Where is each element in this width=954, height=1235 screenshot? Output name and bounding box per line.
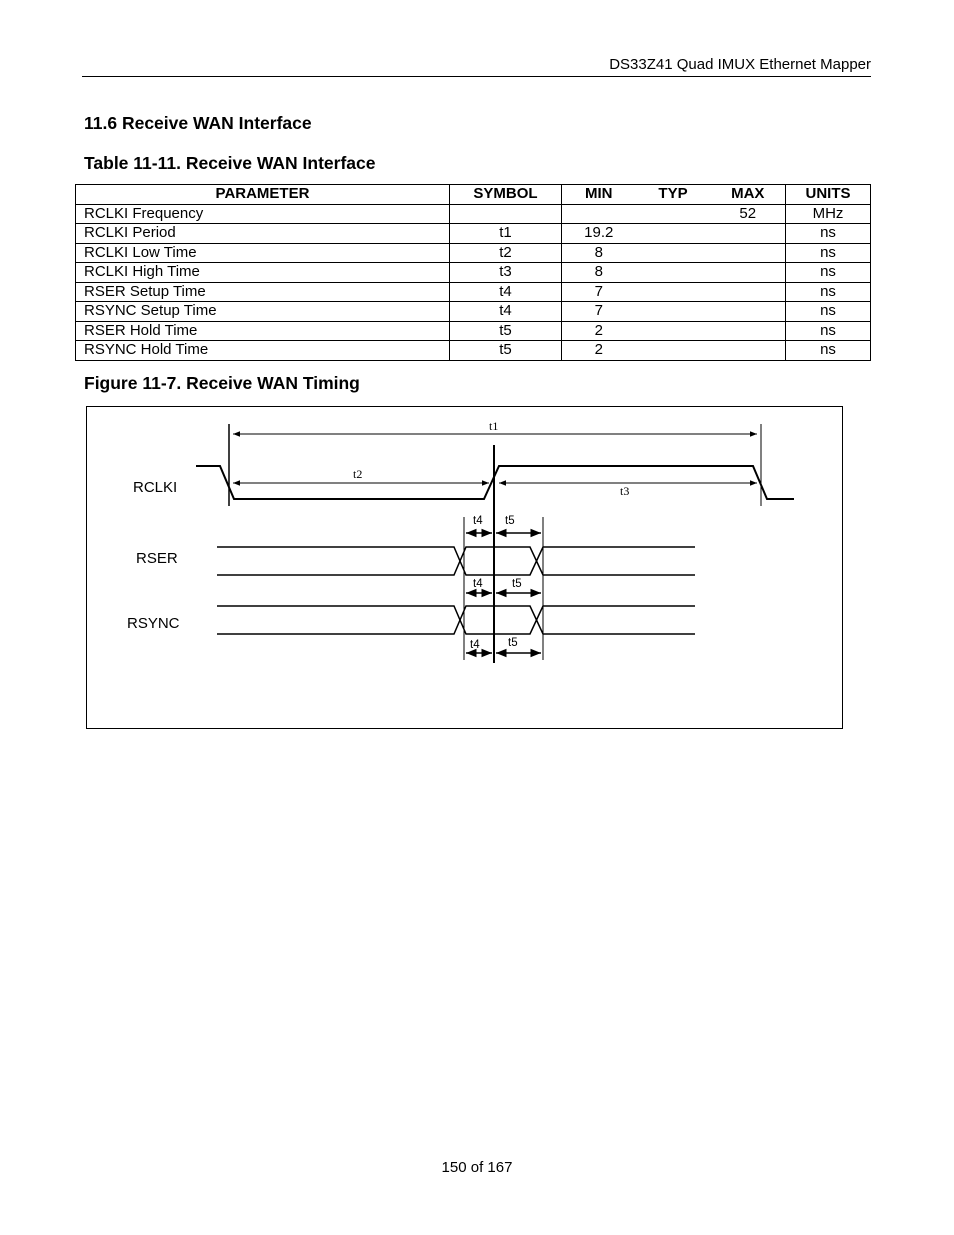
rsync-waveform (217, 606, 695, 634)
t4-middle-label: t4 (473, 578, 483, 590)
cell-max (711, 224, 786, 244)
cell-min: 2 (562, 341, 636, 361)
cell-parameter: RSER Setup Time (76, 282, 450, 302)
column-header-typ: TYP (636, 185, 711, 205)
cell-min: 19.2 (562, 224, 636, 244)
cell-units: ns (786, 341, 871, 361)
column-header-min: MIN (562, 185, 636, 205)
timing-diagram (86, 406, 843, 729)
cell-symbol: t4 (450, 282, 562, 302)
cell-max (711, 341, 786, 361)
t4-bottom-label: t4 (470, 639, 480, 651)
cell-parameter: RCLKI Low Time (76, 243, 450, 263)
cell-min: 7 (562, 282, 636, 302)
page-header (82, 54, 871, 77)
cell-symbol: t4 (450, 302, 562, 322)
cell-units: MHz (786, 204, 871, 224)
table-row (76, 243, 871, 263)
table-caption: Table 11-11. Receive WAN Interface (84, 153, 376, 173)
table-row (76, 204, 871, 224)
t3-label: t3 (620, 484, 630, 498)
t4-top-label: t4 (473, 515, 483, 527)
cell-typ (636, 224, 711, 244)
cell-parameter: RSYNC Setup Time (76, 302, 450, 322)
cell-max (711, 243, 786, 263)
cell-min: 8 (562, 263, 636, 283)
cell-min: 2 (562, 321, 636, 341)
figure-caption: Figure 11-7. Receive WAN Timing (84, 373, 360, 393)
cell-max (711, 263, 786, 283)
cell-symbol: t1 (450, 224, 562, 244)
cell-symbol (450, 204, 562, 224)
table-row (76, 263, 871, 283)
cell-symbol: t5 (450, 321, 562, 341)
cell-min: 8 (562, 243, 636, 263)
table-row (76, 224, 871, 244)
cell-typ (636, 302, 711, 322)
cell-parameter: RSYNC Hold Time (76, 341, 450, 361)
table-header-row (76, 185, 871, 205)
cell-units: ns (786, 302, 871, 322)
timing-diagram-svg (87, 407, 842, 728)
signal-label-rser: RSER (136, 550, 178, 567)
cell-typ (636, 204, 711, 224)
signal-label-rclki: RCLKI (133, 479, 178, 496)
cell-parameter: RCLKI Frequency (76, 204, 450, 224)
t5-top-label: t5 (505, 515, 515, 527)
table-row (76, 321, 871, 341)
cell-units: ns (786, 243, 871, 263)
cell-typ (636, 282, 711, 302)
section-heading: 11.6 Receive WAN Interface (84, 113, 312, 133)
column-header-parameter: PARAMETER (76, 185, 450, 205)
cell-units: ns (786, 282, 871, 302)
cell-symbol: t5 (450, 341, 562, 361)
cell-max: 52 (711, 204, 786, 224)
signal-label-rsync: RSYNC (127, 615, 180, 632)
cell-units: ns (786, 321, 871, 341)
table-row (76, 302, 871, 322)
rser-waveform (217, 547, 695, 575)
cell-max (711, 321, 786, 341)
cell-units: ns (786, 263, 871, 283)
cell-typ (636, 263, 711, 283)
cell-min: 7 (562, 302, 636, 322)
document-title: DS33Z41 Quad IMUX Ethernet Mapper (609, 56, 871, 73)
cell-symbol: t3 (450, 263, 562, 283)
cell-parameter: RSER Hold Time (76, 321, 450, 341)
cell-units: ns (786, 224, 871, 244)
t1-label: t1 (489, 419, 499, 433)
t5-bottom-label: t5 (508, 637, 518, 649)
cell-min (562, 204, 636, 224)
table-row (76, 341, 871, 361)
page-number: 150 of 167 (441, 1159, 513, 1176)
t5-middle-label: t5 (512, 578, 522, 590)
cell-typ (636, 243, 711, 263)
cell-max (711, 282, 786, 302)
t2-label: t2 (353, 467, 363, 481)
cell-parameter: RCLKI Period (76, 224, 450, 244)
cell-max (711, 302, 786, 322)
cell-symbol: t2 (450, 243, 562, 263)
table-row (76, 282, 871, 302)
receive-wan-interface-table (75, 184, 871, 361)
column-header-units: UNITS (786, 185, 871, 205)
column-header-max: MAX (711, 185, 786, 205)
column-header-symbol: SYMBOL (450, 185, 562, 205)
cell-parameter: RCLKI High Time (76, 263, 450, 283)
cell-typ (636, 341, 711, 361)
cell-typ (636, 321, 711, 341)
